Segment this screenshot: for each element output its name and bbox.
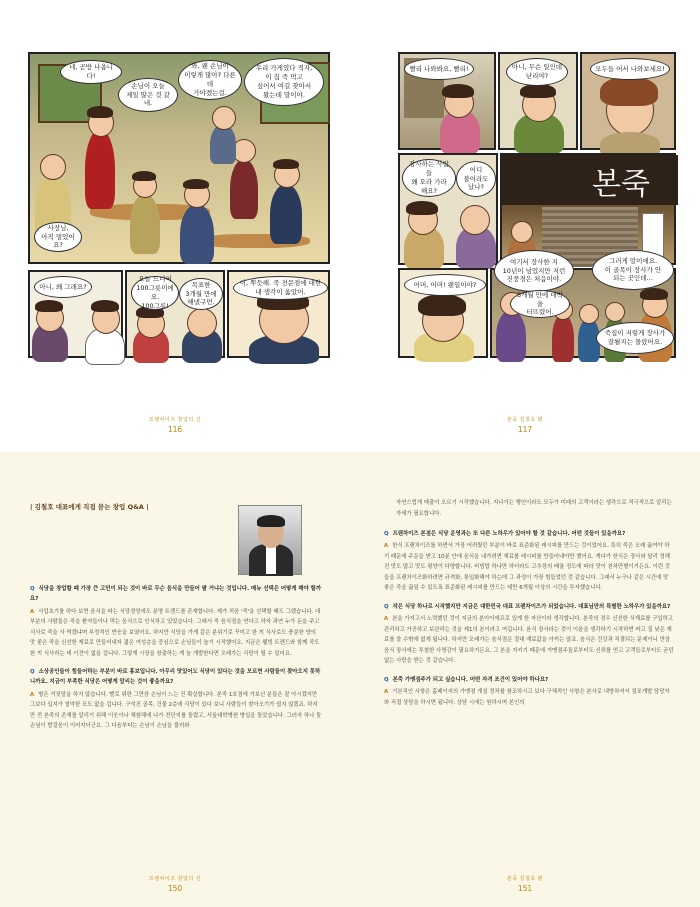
answer-3: A 한식 프랜차이즈를 하면서 가장 어려웠던 부분이 바로 표준화된 레시피를 만드는 것이었어요. 특히 죽은 오래 끓여야 하기 때문에 주문을 받고 10분 안에 음식을 내가려면 재료를 레시피를 만들어내야만 했어요. 게다가 한식은 장사와 달리 정해진 맛도 많고 맛도 평양이 다양합니다. 비빔밥 하나만 하더라도 고추장의 배율 정도에 따라 맛이 천차만별이거든요. 이런 것들을 프랜차이즈화하려면 규격화, 통일화해야 하는데 그 과정이 가장 힘들었던 것 같습니다. 그래서 누구나 같은 시간에 맛 좋은 죽을 끓일 수 있도록 표준화된 레시피를 만드는 데만 6개월 이상의 시간을 투자했습니다. <box>384 543 671 592</box>
speech-bubble: 여기서 장사한 지 10년이 넘었지만 저런 진풍경은 처음이야. <box>494 250 574 292</box>
page-number: 150 <box>167 884 183 893</box>
footer-title: 프랜차이즈 창업의 신 <box>148 876 202 882</box>
store-sign: 본죽 <box>592 167 650 202</box>
answer-2: A 방은 거짓말을 하지 않습니다. 빨로 위한 그만큼 손님이 느는 건 확실합니다. 본죽 1호점에 가보신 분들은 잘 아시겠지만 그보다 입지가 열악한 포도 없을 겁니다. 구석진 골목, 건물 2층에 식당이 있다 보니 사람들이 찾아오기가 쉽지 않겠죠. 하지만 전 본죽의 존재를 알리기 위해 이웃이나 체험해에 나가 전단지를 돌렸고, 서울대학병원 병실을 돌았습니다. 그러자 하나 둘 손님이 발걸음이 이어지더군요. 그 다음부터는 손님이 손님을 불러와 <box>30 691 322 730</box>
speech-bubble: 어머, 어머! 웬일이야? <box>404 274 486 296</box>
answer-marker: A <box>30 691 35 698</box>
manga-page-left <box>0 0 350 452</box>
page-number: 151 <box>517 884 533 893</box>
answer-marker: A <box>384 543 389 550</box>
question-1: Q 식당을 창업할 때 가장 큰 고민이 되는 것이 바로 무슨 음식을 만들어 팔 거냐는 것입니다. 메뉴 선택은 어떻게 해야 할까요? <box>30 586 322 603</box>
speech-bubble: 네, 곧방 나옵니다! <box>60 60 122 84</box>
speech-bubble: 목표한 3개월 만에 해냈구먼. <box>179 278 223 310</box>
speech-bubble: 빨리 나와봐요, 빨리! <box>404 58 474 80</box>
restaurant-panel <box>28 52 330 264</box>
footer-title: 본죽 김철호 편 <box>506 417 544 423</box>
speech-bubble: 와, 웬 손님이 이렇게 많아? 다른 데 가야겠는걸. <box>178 60 242 100</box>
owner-question-panel <box>28 270 123 358</box>
question-5: Q 본죽 가맹점주가 되고 싶습니다. 어떤 자격 조건이 있어야 하나요? <box>384 676 549 683</box>
proud-owner-panel <box>227 270 330 358</box>
question-marker: Q <box>384 531 389 538</box>
speech-bubble: 아니, 무슨 일인데 난리야? <box>506 58 568 86</box>
whats-going-on-panel <box>498 52 578 150</box>
text-page-right <box>350 452 700 907</box>
neighbors-panel <box>398 153 498 265</box>
question-marker: Q <box>384 676 389 683</box>
question-marker: Q <box>30 669 35 676</box>
ceo-photo <box>238 505 302 575</box>
speech-bubble: 오늘 드디어 100그릇이에요. 100그릇! <box>131 276 179 310</box>
text-spread <box>0 452 700 907</box>
speech-bubble: 이, 뿌듯해. 죽 전문점에 대한 내 생각이 옳았어. <box>233 276 328 300</box>
page-footer <box>0 875 350 893</box>
speech-bubble: 그러게 말이에요. 이 골목이 장사가 안 되는 곳인데… <box>592 250 674 290</box>
answer-marker: A <box>384 689 389 696</box>
speech-bubble: 아니, 왜 그래요? <box>34 276 92 298</box>
question-3: Q 프랜차이즈 본점은 식당 운영과는 또 다른 노하우가 있어야 할 것 같습니다. 어떤 것들이 있을까요? <box>384 531 626 538</box>
answer-marker: A <box>30 608 35 615</box>
page-number: 117 <box>517 425 533 434</box>
speech-bubble: 3개월 만에 대박을 터뜨렸어. <box>510 290 570 318</box>
question-2: Q 소상공인들이 힘들어하는 부분이 바로 홍보입니다. 아무리 맛있어도 식당이 있다는 것을 모르면 사람들이 찾아오지 못하니까요. 지금이 부족한 식당은 어떻게 알리는 것이 좋을까요? <box>30 669 321 686</box>
page-footer <box>0 416 350 434</box>
qa-heading: | 김철호 대표에게 직접 묻는 창업 Q&A | <box>30 503 149 511</box>
answer-marker: A <box>384 616 389 623</box>
speech-bubble: 우리 가게였다 적자, 이 집 죽 먹고 싶어서 여길 찾아서 왔는데 말이야. <box>244 58 324 106</box>
speech-bubble: 장사하는 사람들 왜 오라 가라 해요? <box>402 159 456 197</box>
speech-bubble: 어디 불이라도 났나? <box>456 161 496 197</box>
storefront-panel <box>500 153 676 265</box>
crowd-panel <box>490 256 676 358</box>
question-4: Q 작은 식당 하나로 시작했지만 지금은 대한민국 대표 프랜차이즈가 되었습니다. 대표님만의 특별한 노하우가 있을까요? <box>384 603 671 610</box>
footer-title: 프랜차이즈 창업의 신 <box>148 417 202 423</box>
manga-page-right <box>350 0 700 452</box>
text-page-left <box>0 452 350 907</box>
footer-title: 본죽 김철호 편 <box>506 876 544 882</box>
answer-4: A 본을 가지고서 노력했던 것이 지금의 본아이에프로 있게 한 자산이라 생각합니다. 본죽의 경우 신선한 식재료를 구입하고 관리하고 가공하고 보관하는 것을 제1의 본이라고 여깁니다. 음식 장사라는 것이 이윤을 생각하기 시작하면 싸고 질 낮은 재료를 쓸 수밖에 없게 됩니다. 하지만 오래가는 음식점은 절대 재료값을 아끼는 않죠. 음식은 건강과 직결되는 문제이니 만큼 음식 장사에는 투철한 사명감이 필요하거든요. 그 본을 지키기 때문에 가맹점주들로부터도 신뢰를 얻고 고객들로부터도 굳던없는 사랑을 받는 것 같습니다. <box>384 616 674 665</box>
speech-bubble: 죽집이 저렇게 장사가 잘될지는 몰랐어요. <box>596 322 674 354</box>
hundred-bowls-panel <box>125 270 225 358</box>
continued-answer: 자연스럽게 매출이 오르기 시작했습니다. 지나가는 행인이라도 모두가 미래의 고객이라는 생각으로 적극적으로 알리는 자세가 필요합니다. <box>396 500 672 517</box>
surprised-woman-panel <box>398 268 488 358</box>
answer-5: A 기본적인 사항은 홈페이지의 가맹점 개설 정차를 참조하시고 보다 구체적인 사항은 본사로 내방하셔서 점포개발 담당자와 직접 상담을 하시면 됩니다. 상담 시에는 원하시며 본인의 <box>384 689 670 706</box>
everyone-come-out-panel <box>580 52 676 150</box>
page-footer <box>350 875 700 893</box>
question-marker: Q <box>384 603 389 610</box>
speech-bubble: 손님이 오늘 제일 많은 것 같네. <box>118 78 178 112</box>
calling-out-panel <box>398 52 496 150</box>
question-marker: Q <box>30 586 35 592</box>
page-footer <box>350 416 700 434</box>
page-number: 116 <box>167 425 183 434</box>
answer-1: A 사업초기를 하다 보면 음식을 파는 식당경영에도 분명 트렌드를 존재합니다. 제가 처음 '죽'을 선택할 때도 그랬습니다. 대부분의 사람들은 죽을 환자들이나 먹는 음식으로 인식하고 있었습니다. 그래서 죽 음식점을 연다고 하자 과연 누가 돈을 주고 식사로 죽을 사 먹겠냐며 부정적인 반응을 보였어요. 하지만 식당을 가게 같은 분위기로 꾸미고 한 끼 식사로도 충분한 양의 맛 좋은 죽을 신선한 재료로 만들어내자 젊은 여성층을 중심으로 손님들이 늘기 시작했어요. 지금은 웰빙 트렌드와 함께 죽도 한 끼 식사라는 데 이견이 없을 겁니다. 그렇게 시장을 창출하는 게 늘 개발한다면 오래가는 식당이 될 수 있어요. <box>30 608 321 657</box>
speech-bubble: 사장님, 아직 멀었어요? <box>34 222 82 252</box>
speech-bubble: 모두들 어서 나와보세요! <box>590 58 670 80</box>
manga-spread <box>0 0 700 452</box>
